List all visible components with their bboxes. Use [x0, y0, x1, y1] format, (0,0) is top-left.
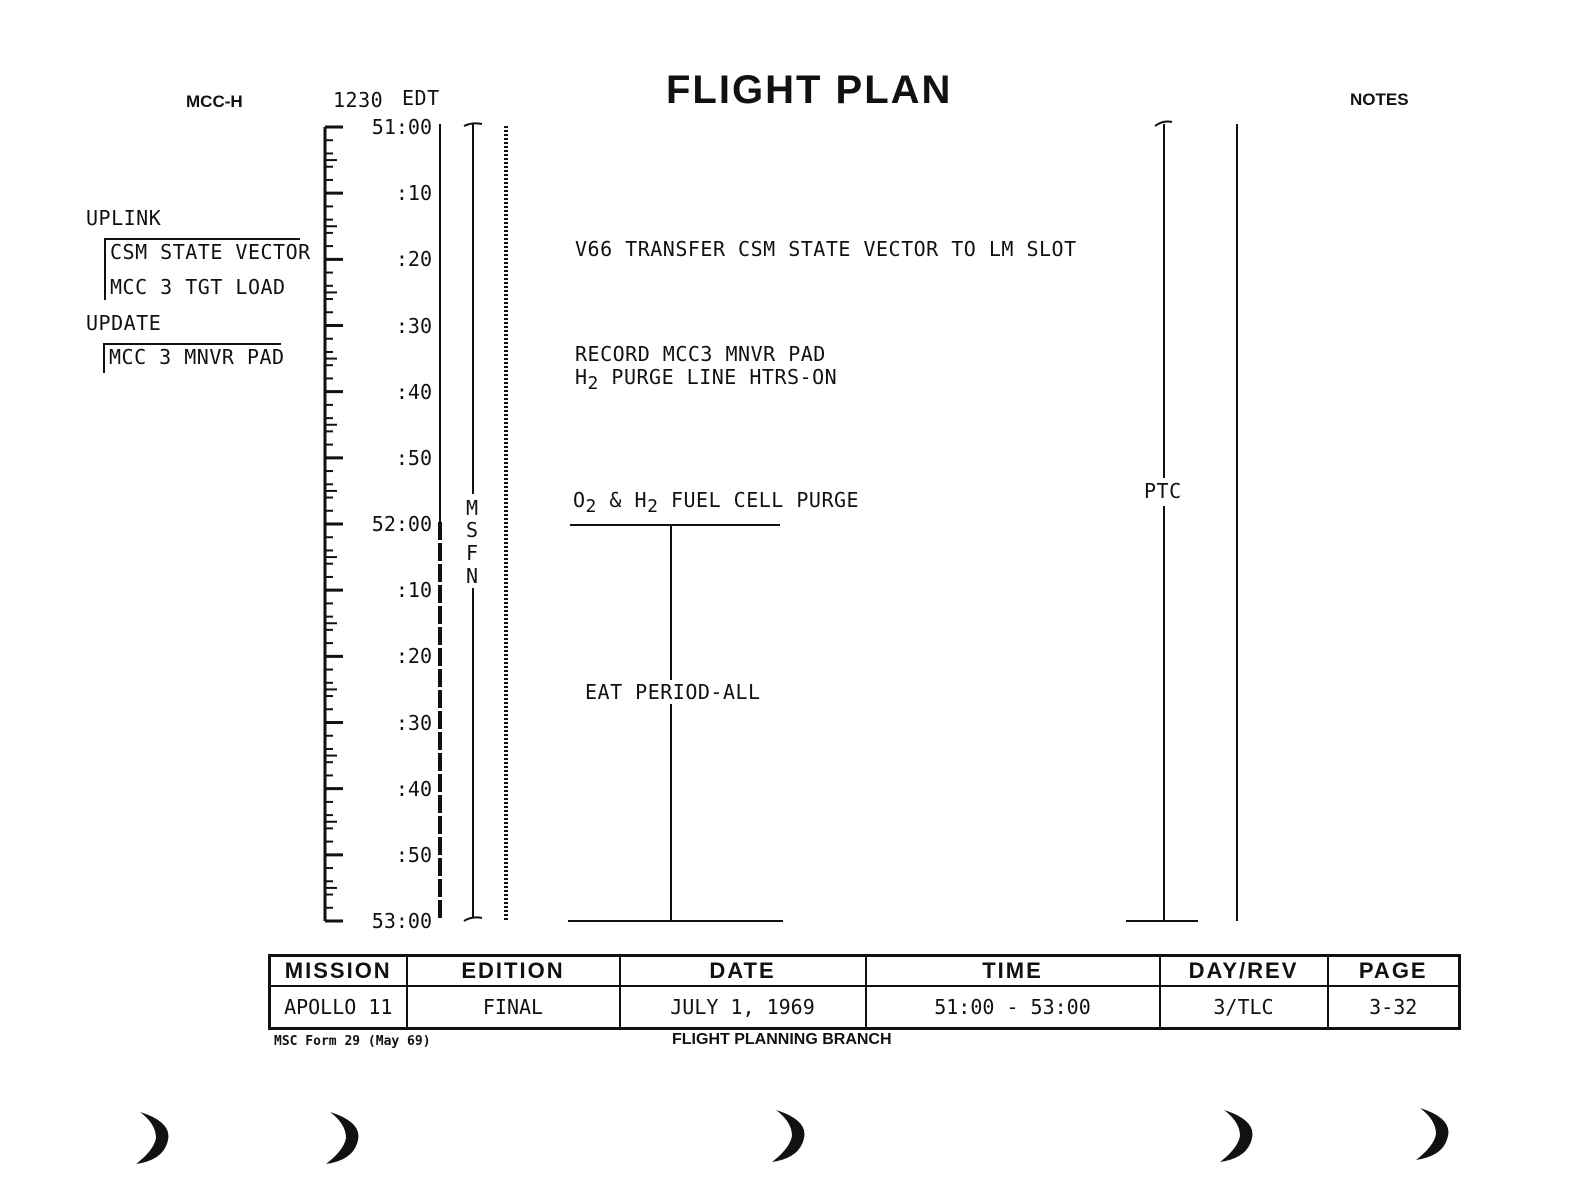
- header-date: DATE: [620, 956, 866, 987]
- time-zone: EDT: [402, 86, 440, 110]
- msfn-letter: M: [466, 496, 479, 520]
- update-heading: UPDATE: [86, 311, 162, 335]
- value-page: 3-32: [1328, 986, 1460, 1029]
- value-edition: FINAL: [407, 986, 620, 1029]
- time-reference: 1230: [333, 88, 384, 112]
- header-time: TIME: [866, 956, 1160, 987]
- h2-symbol: H: [575, 365, 588, 389]
- time-label: :40: [395, 379, 432, 404]
- binder-hole: [1416, 1108, 1448, 1160]
- time-label: 52:00: [371, 512, 432, 536]
- time-label: :40: [395, 776, 432, 801]
- uplink-heading: UPLINK: [86, 206, 162, 230]
- o2-subscript: 2: [585, 496, 597, 517]
- header-page: PAGE: [1328, 956, 1460, 987]
- activity-v66-transfer: V66 TRANSFER CSM STATE VECTOR TO LM SLOT: [575, 237, 1077, 261]
- time-label: :20: [395, 247, 432, 272]
- header-mission: MISSION: [270, 956, 407, 987]
- msfn-letter: F: [466, 541, 479, 565]
- time-label: :50: [395, 842, 432, 867]
- binder-hole: [136, 1112, 168, 1164]
- value-day-rev: 3/TLC: [1160, 986, 1328, 1029]
- h2-subscript: 2: [587, 373, 599, 394]
- o2-symbol: O: [573, 488, 586, 512]
- time-label: :10: [395, 578, 432, 603]
- binder-hole: [326, 1112, 358, 1164]
- time-label: :30: [395, 313, 432, 338]
- activity-eat-period: EAT PERIOD-ALL: [585, 680, 761, 704]
- page-title: FLIGHT PLAN: [666, 68, 953, 112]
- time-label: 51:00: [371, 115, 432, 139]
- activity-record-pad: RECORD MCC3 MNVR PAD: [575, 342, 826, 366]
- value-date: JULY 1, 1969: [620, 986, 866, 1029]
- value-mission: APOLLO 11: [270, 986, 407, 1029]
- binder-hole: [772, 1110, 804, 1162]
- notes-label: NOTES: [1350, 90, 1409, 109]
- form-label: MSC Form 29 (May 69): [274, 1034, 431, 1049]
- branch-label: FLIGHT PLANNING BRANCH: [672, 1031, 892, 1048]
- time-label: :50: [395, 445, 432, 470]
- value-time: 51:00 - 53:00: [866, 986, 1160, 1029]
- ptc-label: PTC: [1144, 479, 1182, 503]
- header-day-rev: DAY/REV: [1160, 956, 1328, 987]
- header-edition: EDITION: [407, 956, 620, 987]
- time-label: :30: [395, 710, 432, 735]
- time-label: :10: [395, 181, 432, 206]
- msfn-letter: N: [466, 564, 479, 588]
- uplink-item: CSM STATE VECTOR: [110, 240, 311, 264]
- binder-hole: [1220, 1110, 1252, 1162]
- uplink-item: MCC 3 TGT LOAD: [110, 275, 286, 299]
- h2-subscript: 2: [647, 496, 659, 517]
- time-label: :20: [395, 644, 432, 669]
- center-label: MCC-H: [186, 92, 243, 111]
- msfn-letter: S: [466, 518, 479, 542]
- fuel-cell-text: FUEL CELL PURGE: [658, 488, 860, 512]
- update-item: MCC 3 MNVR PAD: [109, 345, 285, 369]
- and-h-text: & H: [596, 488, 648, 512]
- h2-purge-text: PURGE LINE HTRS-ON: [598, 365, 838, 389]
- time-label: 53:00: [371, 909, 432, 933]
